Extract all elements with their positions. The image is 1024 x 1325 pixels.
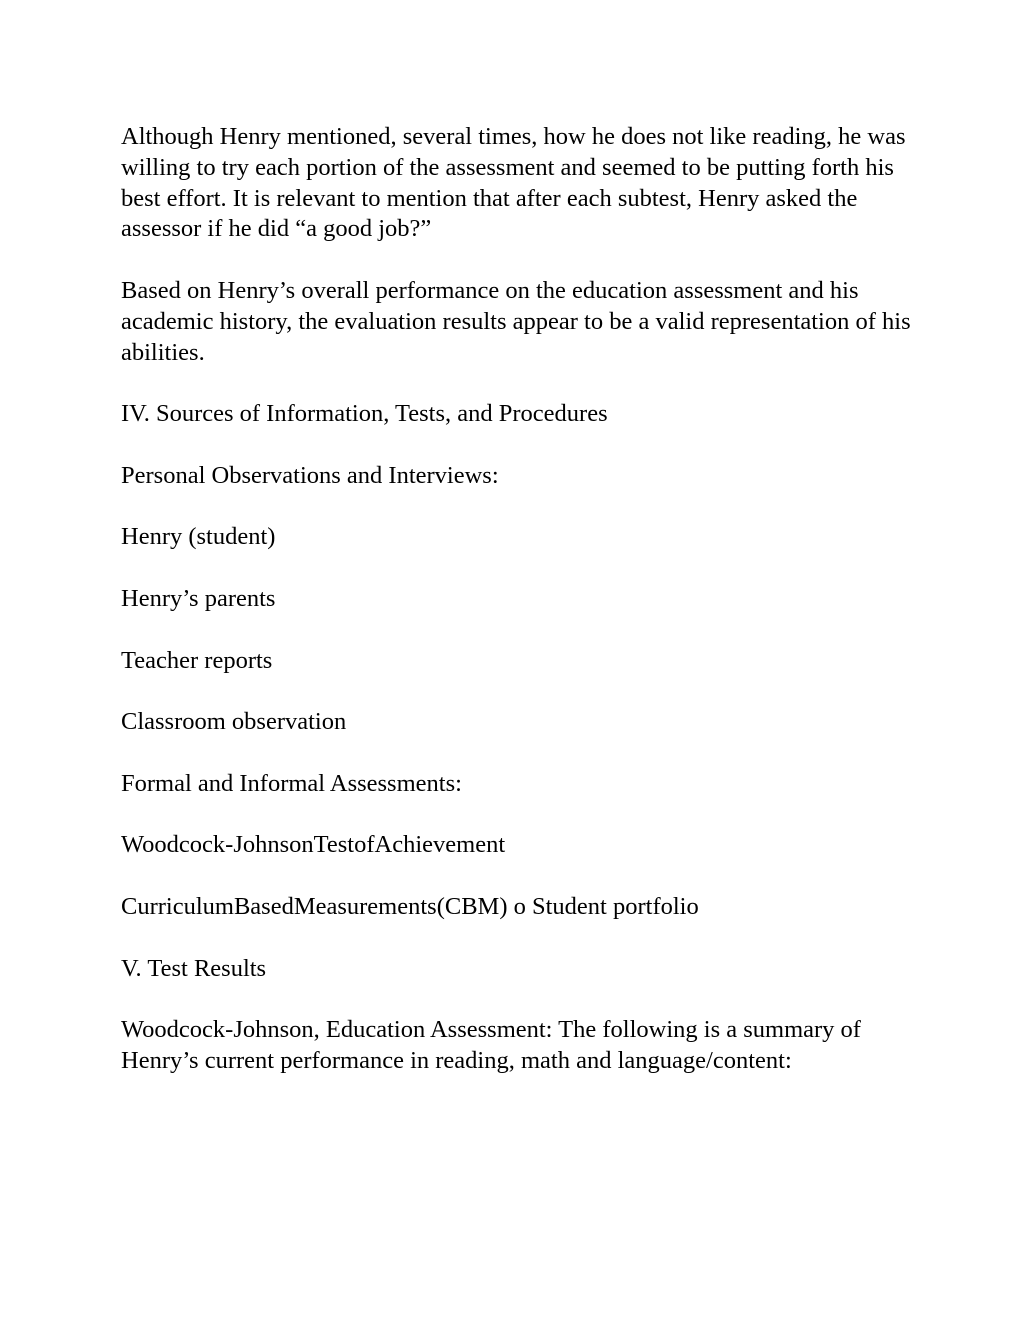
list-item-teacher-reports: Teacher reports xyxy=(121,646,273,674)
subheading-formal-informal-assessments: Formal and Informal Assessments: xyxy=(121,769,462,797)
subheading-observations-interviews: Personal Observations and Interviews: xyxy=(121,461,499,489)
paragraph-assessment-effort: Although Henry mentioned, several times, how he does not like reading, he was willing to try each portion of the assessment and seemed to be putting forth his best effort. It is relevant to mention that after each subtest, Henry asked the assessor if he did “a good job?” xyxy=(121,123,906,243)
list-item-henry-student: Henry (student) xyxy=(121,523,276,551)
list-item-woodcock-johnson: Woodcock-JohnsonTestofAchievement xyxy=(121,831,506,859)
document-page xyxy=(121,122,911,1108)
section-heading-sources: IV. Sources of Information, Tests, and Procedures xyxy=(121,400,608,428)
paragraph-test-results-summary: Woodcock-Johnson, Education Assessment: The following is a summary of Henry’s current performance in reading, math and language/content: xyxy=(121,1016,861,1074)
paragraph-validity: Based on Henry’s overall performance on the education assessment and his academic history, the evaluation results appear to be a valid representation of his abilities. xyxy=(121,276,911,366)
list-item-henrys-parents: Henry’s parents xyxy=(121,584,276,612)
list-item-cbm-portfolio: CurriculumBasedMeasurements(CBM) o Student portfolio xyxy=(121,892,699,920)
section-heading-test-results: V. Test Results xyxy=(121,954,267,982)
list-item-classroom-observation: Classroom observation xyxy=(121,708,347,736)
